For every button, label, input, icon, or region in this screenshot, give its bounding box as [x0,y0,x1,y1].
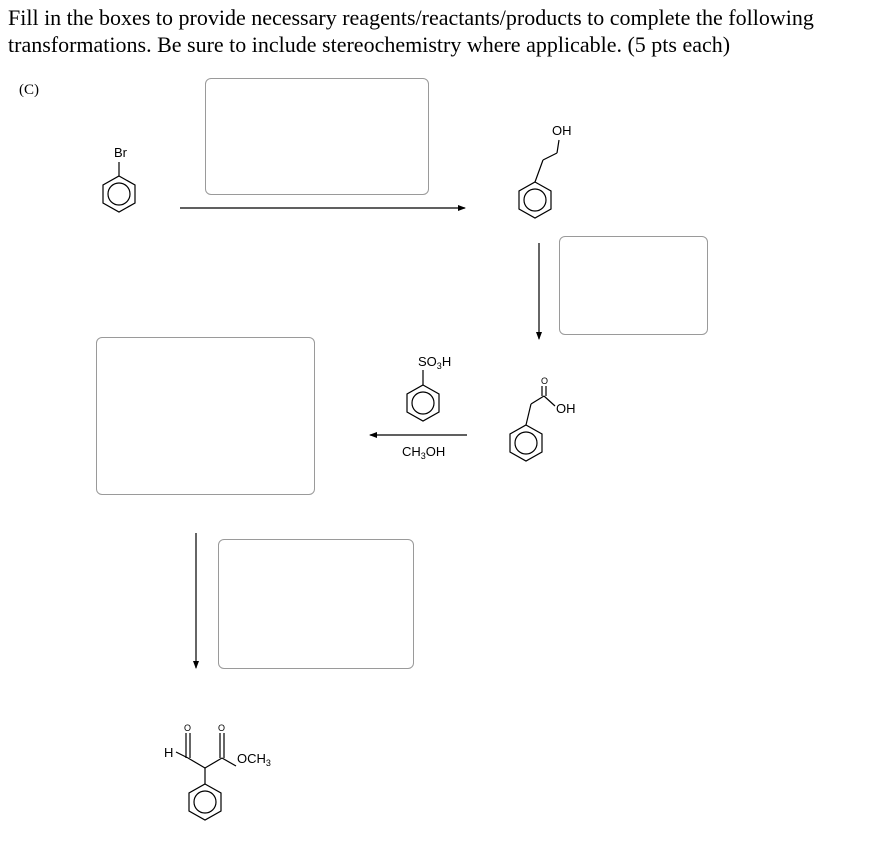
instructions-line-1: Fill in the boxes to provide necessary reagents/reactants/products to complete the following [8,5,814,30]
bromobenzene-structure [103,145,135,212]
oh-label-acid: OH [556,401,576,416]
h-label: H [164,745,174,760]
methanol-label: $CH_3OH$ [402,444,446,461]
och3-label: $OCH_3$ [237,751,271,768]
final-product-structure [164,723,271,820]
o-label-acid: O [541,376,549,386]
br-label: Br [114,145,127,160]
phenylacetic-acid-structure [510,376,576,461]
instructions-line-2: transformations. Be sure to include stereochemistry where applicable. (5 pts each) [8,32,731,57]
so3h-label: $SO_3H$ [418,354,452,371]
benzenesulfonic-acid-structure [407,354,451,421]
part-label: (C) [19,82,39,98]
o-label-aldehyde: O [184,723,192,733]
phenylethanol-structure [519,123,572,218]
oh-label-alcohol: OH [552,123,572,138]
o-label-ester: O [218,723,226,733]
